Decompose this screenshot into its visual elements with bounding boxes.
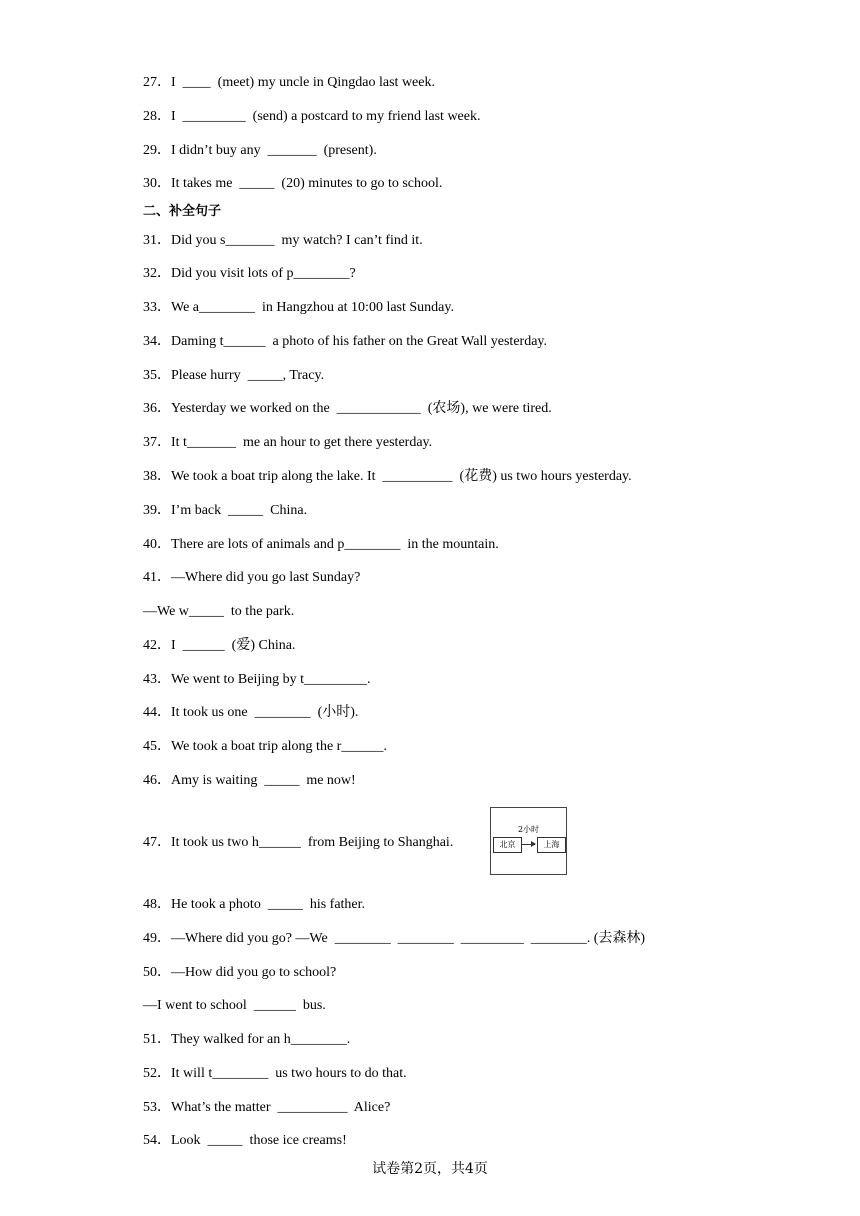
- question-49: [143, 930, 645, 948]
- question-34: [143, 333, 547, 351]
- question-text: What’s the matter __________ Alice?: [171, 1100, 391, 1115]
- question-number: 52．: [143, 1066, 171, 1081]
- question-text: I didn’t buy any _______ (present).: [171, 143, 377, 158]
- question-number: 33．: [143, 300, 171, 315]
- question-number: 32．: [143, 266, 171, 281]
- question-text: —We w_____ to the park.: [143, 604, 295, 619]
- question-text: It took us two h______ from Beijing to Shanghai.: [171, 835, 454, 850]
- question-text: He took a photo _____ his father.: [171, 897, 366, 912]
- question-number: 40．: [143, 537, 171, 552]
- question-number: 53．: [143, 1100, 171, 1115]
- question-text: They walked for an h________.: [171, 1032, 351, 1047]
- question-46: [143, 772, 356, 790]
- question-50-answer-line: [143, 997, 326, 1015]
- question-30: [143, 175, 442, 193]
- question-27: [143, 74, 435, 92]
- question-42: [143, 637, 295, 655]
- question-number: 50．: [143, 965, 171, 980]
- question-number: 47．: [143, 835, 171, 850]
- question-40: [143, 536, 499, 554]
- question-48: [143, 896, 365, 914]
- question-number: 37．: [143, 435, 171, 450]
- question-number: 27．: [143, 75, 171, 90]
- question-text: I ______ (爱) China.: [171, 638, 296, 653]
- route-origin-box: 北京: [493, 837, 522, 853]
- question-text: It takes me _____ (20) minutes to go to school.: [171, 176, 443, 191]
- question-51: [143, 1031, 350, 1049]
- question-53: [143, 1099, 390, 1117]
- question-text: We took a boat trip along the r______.: [171, 739, 387, 754]
- question-text: There are lots of animals and p________ in the mountain.: [171, 537, 499, 552]
- route-figure: [490, 807, 567, 875]
- question-text: We took a boat trip along the lake. It __________ (花费) us two hours yesterday.: [171, 469, 632, 484]
- question-number: 39．: [143, 503, 171, 518]
- question-text: It will t________ us two hours to do that.: [171, 1066, 407, 1081]
- question-35: [143, 367, 324, 385]
- question-text: Amy is waiting _____ me now!: [171, 773, 356, 788]
- question-32: [143, 265, 356, 283]
- question-29: [143, 142, 377, 160]
- question-text: I ____ (meet) my uncle in Qingdao last week.: [171, 75, 435, 90]
- question-28: [143, 108, 480, 126]
- question-number: 28．: [143, 109, 171, 124]
- question-44: [143, 704, 358, 722]
- question-41-answer-line: [143, 603, 294, 621]
- question-text: Yesterday we worked on the ____________ (农场), we were tired.: [171, 401, 552, 416]
- question-text: —I went to school ______ bus.: [143, 998, 326, 1013]
- question-47: [143, 834, 453, 852]
- route-destination-box: 上海: [537, 837, 566, 853]
- question-text: It took us one ________ (小时).: [171, 705, 359, 720]
- question-number: 36．: [143, 401, 171, 416]
- question-text: We a________ in Hangzhou at 10:00 last Sunday.: [171, 300, 454, 315]
- question-text: Daming t______ a photo of his father on the Great Wall yesterday.: [171, 334, 547, 349]
- question-text: It t_______ me an hour to get there yesterday.: [171, 435, 433, 450]
- question-38: [143, 468, 632, 486]
- question-number: 54．: [143, 1133, 171, 1148]
- question-50: [143, 964, 336, 982]
- question-text: I _________ (send) a postcard to my friend last week.: [171, 109, 481, 124]
- section-title: 二、补全句子: [143, 204, 222, 219]
- question-text: Did you visit lots of p________?: [171, 266, 356, 281]
- question-31: [143, 232, 423, 250]
- question-number: 46．: [143, 773, 171, 788]
- question-45: [143, 738, 387, 756]
- question-number: 29．: [143, 143, 171, 158]
- question-37: [143, 434, 432, 452]
- question-number: 51．: [143, 1032, 171, 1047]
- question-number: 45．: [143, 739, 171, 754]
- question-text: —Where did you go last Sunday?: [171, 570, 361, 585]
- question-number: 49．: [143, 931, 171, 946]
- question-text: We went to Beijing by t_________.: [171, 672, 371, 687]
- route-arrow-icon: [522, 844, 535, 845]
- question-43: [143, 671, 371, 689]
- route-duration-label: 2小时: [517, 825, 540, 834]
- question-text: Please hurry _____, Tracy.: [171, 368, 325, 383]
- question-number: 42．: [143, 638, 171, 653]
- question-41: [143, 569, 360, 587]
- question-number: 30．: [143, 176, 171, 191]
- question-number: 41．: [143, 570, 171, 585]
- question-text: Look _____ those ice creams!: [171, 1133, 347, 1148]
- question-52: [143, 1065, 407, 1083]
- question-54: [143, 1132, 347, 1150]
- page-footer: 试卷第2页，共4页: [372, 1161, 488, 1177]
- question-number: 44．: [143, 705, 171, 720]
- question-number: 43．: [143, 672, 171, 687]
- question-number: 38．: [143, 469, 171, 484]
- question-36: [143, 400, 552, 418]
- question-number: 48．: [143, 897, 171, 912]
- question-number: 31．: [143, 233, 171, 248]
- question-39: [143, 502, 307, 520]
- question-text: I’m back _____ China.: [171, 503, 308, 518]
- question-number: 35．: [143, 368, 171, 383]
- question-number: 34．: [143, 334, 171, 349]
- question-text: —Where did you go? —We ________ ________ _________ ________. (去森林): [171, 931, 646, 946]
- question-33: [143, 299, 454, 317]
- question-text: Did you s_______ my watch? I can’t find it.: [171, 233, 423, 248]
- question-text: —How did you go to school?: [171, 965, 337, 980]
